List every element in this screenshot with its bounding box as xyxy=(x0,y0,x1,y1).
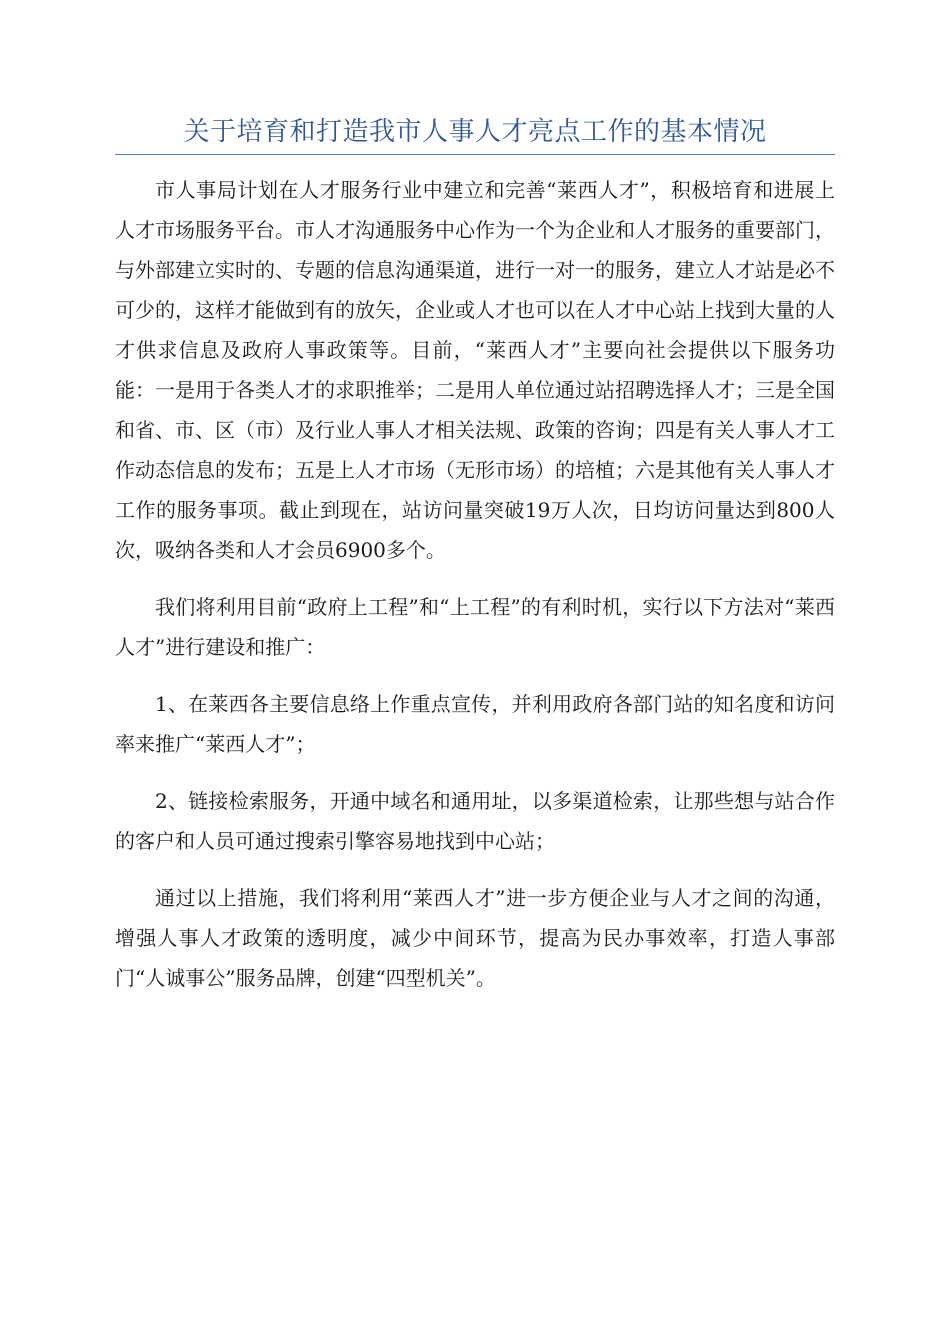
paragraph-item-2: 2、链接检索服务，开通中域名和通用址，以多渠道检索，让那些想与站合作的客户和人员可通过搜索引擎容易地找到中心站； xyxy=(115,789,835,853)
document-body xyxy=(115,170,835,1015)
paragraph-intro: 市人事局计划在人才服务行业中建立和完善“莱西人才”，积极培育和进展上人才市场服务平台。市人才沟通服务中心作为一个为企业和人才服务的重要部门，与外部建立实时的、专题的信息沟通渠道，进行一对一的服务，建立人才站是必不可少的，这样才能做到有的放矢，企业或人才也可以在人才中心站上找到大量的人才供求信息及政府人事政策等。目前，“莱西人才”主要向社会提供以下服务功能：一是用于各类人才的求职推举；二是用人单位通过站招聘选择人才；三是全国和省、市、区（市）及行业人事人才相关法规、政策的咨询；四是有关人事人才工作动态信息的发布；五是上人才市场（无形市场）的培植；六是其他有关人事人才工作的服务事项。截止到现在，站访问量突破19万人次，日均访问量达到800人次，吸纳各类和人才会员6900多个。 xyxy=(115,178,835,562)
title-underline xyxy=(115,154,835,155)
document-title: 关于培育和打造我市人事人才亮点工作的基本情况 xyxy=(183,117,767,147)
paragraph-methods: 我们将利用目前“政府上工程”和“上工程”的有利时机，实行以下方法对“莱西人才”进行建设和推广： xyxy=(115,595,835,659)
paragraph-item-1: 1、在莱西各主要信息络上作重点宣传，并利用政府各部门站的知名度和访问率来推广“莱西人才”； xyxy=(115,692,835,756)
paragraph-conclusion: 通过以上措施，我们将利用“莱西人才”进一步方便企业与人才之间的沟通，增强人事人才政策的透明度，减少中间环节，提高为民办事效率，打造人事部门“人诚事公”服务品牌，创建“四型机关”。 xyxy=(115,886,835,990)
